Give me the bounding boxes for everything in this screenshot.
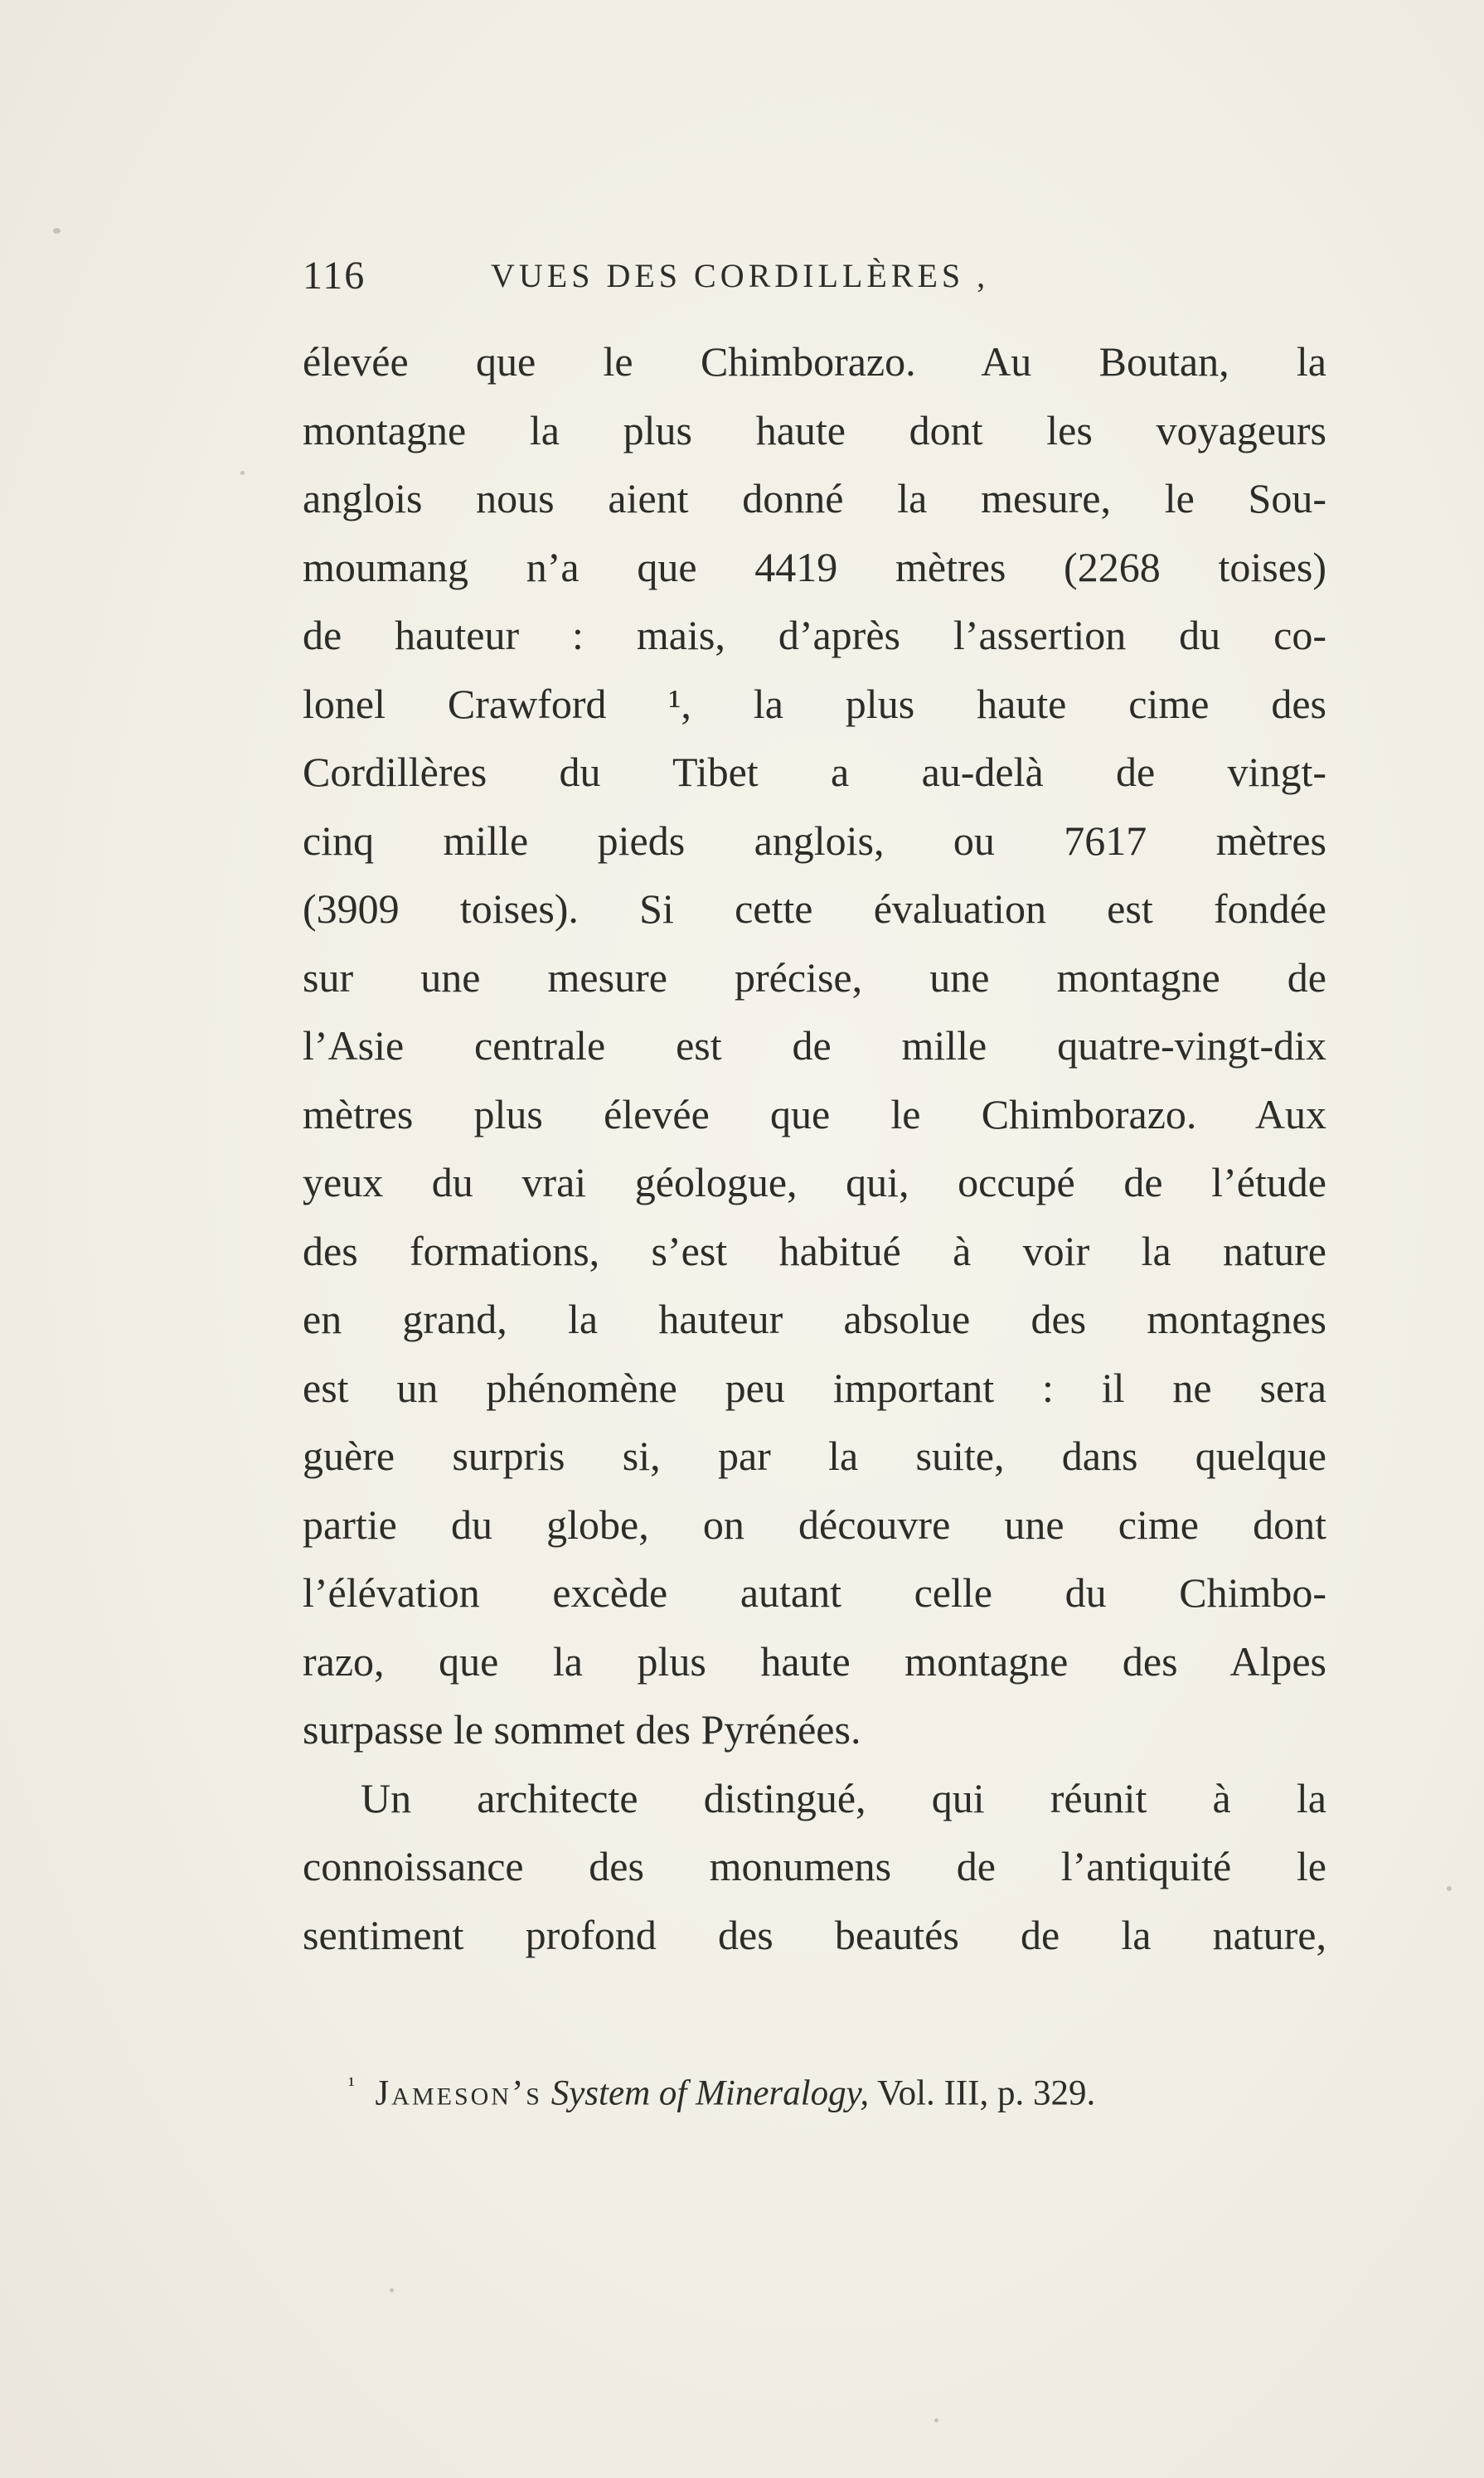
text-line: guère surpris si, par la suite, dans quelque xyxy=(303,1433,1326,1479)
text-line: de hauteur : mais, d’après l’assertion du co- xyxy=(303,612,1326,658)
text-line: l’Asie centrale est de mille quatre-vingt-dix xyxy=(303,1022,1326,1069)
footnote-author: Jameson’s xyxy=(375,2073,542,2113)
paper-speck xyxy=(53,228,61,234)
body-text xyxy=(303,327,1326,1969)
text-line: surpasse le sommet des Pyrénées. xyxy=(303,1706,861,1753)
running-title: VUES DES CORDILLÈRES , xyxy=(491,257,990,294)
paper-speck xyxy=(390,2288,394,2292)
text-line: élevée que le Chimborazo. Au Boutan, la xyxy=(303,338,1326,385)
paper-speck xyxy=(934,2418,938,2422)
paper-speck xyxy=(1447,1886,1452,1891)
footnote-marker: ¹ xyxy=(348,2073,355,2097)
text-line: connoissance des monumens de l’antiquité le xyxy=(303,1843,1326,1889)
text-line: montagne la plus haute dont les voyageurs xyxy=(303,406,1326,453)
paper-speck xyxy=(240,471,245,475)
text-line: razo, que la plus haute montagne des Alpes xyxy=(303,1637,1326,1685)
page-header xyxy=(303,253,1132,303)
text-line: (3909 toises). Si cette évaluation est fondée xyxy=(303,885,1326,932)
page-number: 116 xyxy=(303,254,366,298)
text-line: Un architecte distingué, qui réunit à la xyxy=(361,1774,1326,1821)
text-line: sentiment profond des beautés de la nature, xyxy=(303,1911,1326,1958)
text-line: est un phénomène peu important : il ne sera xyxy=(303,1364,1326,1411)
text-line: moumang n’a que 4419 mètres (2268 toises) xyxy=(303,543,1326,590)
text-line: sur une mesure précise, une montagne de xyxy=(303,953,1326,1001)
text-line: Cordillères du Tibet a au-delà de vingt- xyxy=(303,749,1326,795)
text-line: anglois nous aient donné la mesure, le Sou- xyxy=(303,475,1326,521)
footnote-book-title: System of Mineralogy, xyxy=(550,2073,870,2113)
text-line: l’élévation excède autant celle du Chimbo- xyxy=(303,1569,1326,1616)
text-line: mètres plus élevée que le Chimborazo. Aux xyxy=(303,1090,1326,1137)
text-line: cinq mille pieds anglois, ou 7617 mètres xyxy=(303,817,1326,864)
text-line: des formations, s’est habitué à voir la nature xyxy=(303,1227,1326,1274)
footnote xyxy=(348,2073,1326,2113)
text-line: partie du globe, on découvre une cime dont xyxy=(303,1501,1326,1548)
text-line: en grand, la hauteur absolue des montagnes xyxy=(303,1296,1326,1342)
text-line: lonel Crawford ¹, la plus haute cime des xyxy=(303,680,1326,727)
text-line: yeux du vrai géologue, qui, occupé de l’étude xyxy=(303,1159,1326,1205)
footnote-reference: Vol. III, p. 329. xyxy=(877,2073,1096,2113)
